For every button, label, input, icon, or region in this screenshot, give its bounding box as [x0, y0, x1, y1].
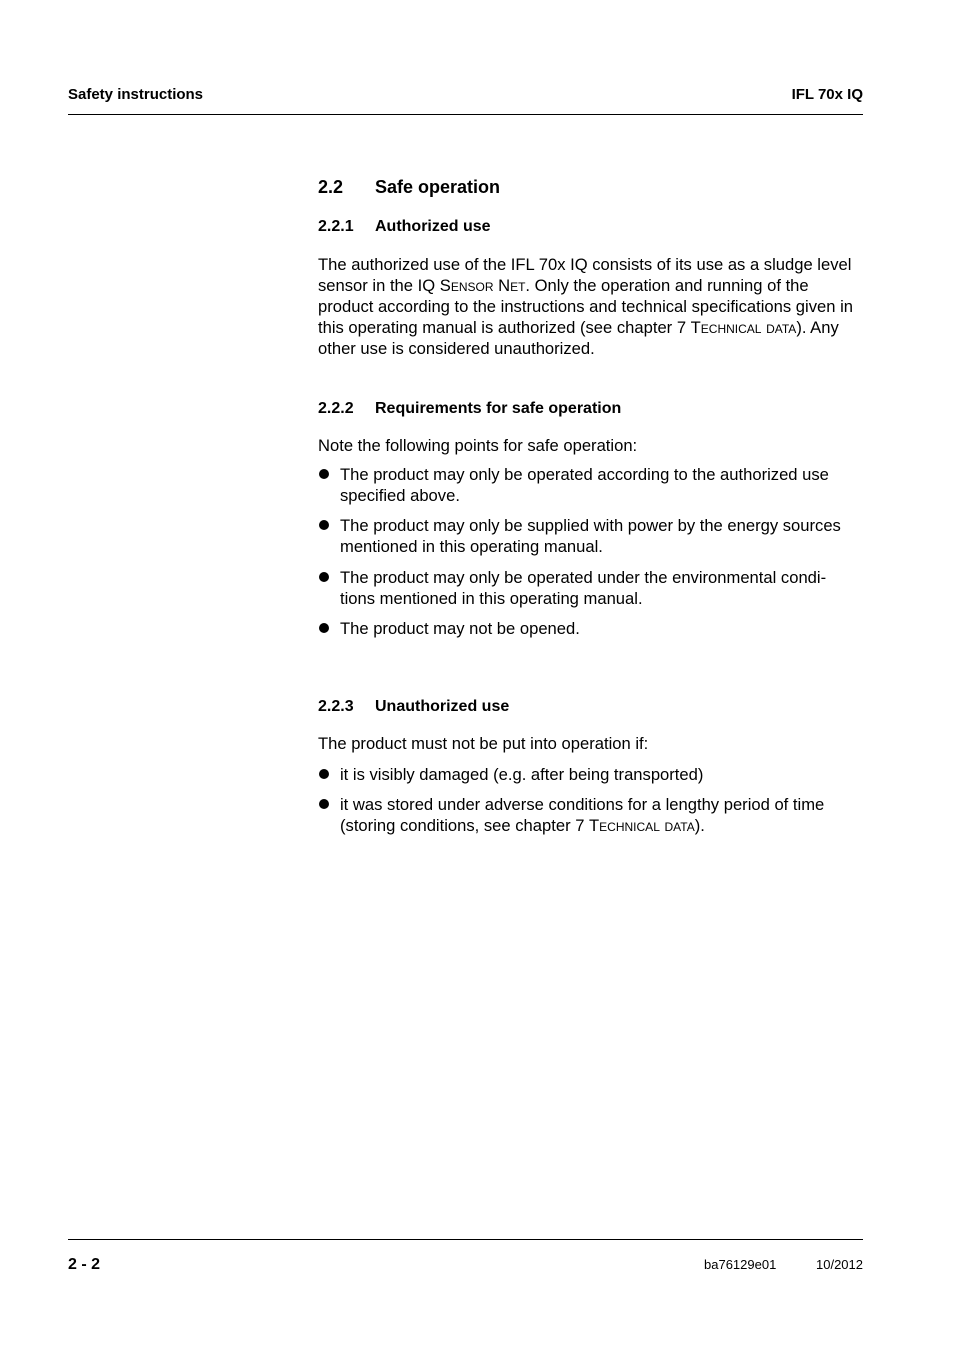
section-heading [318, 177, 500, 198]
list-item: The product may only be operated under the environmental condi- tions mentioned in this operating manual. [318, 567, 863, 609]
subsection-heading-requirements: 2.2.2 Requirements for safe operation [318, 400, 622, 417]
bullet-icon [319, 469, 329, 479]
bullet-icon [319, 520, 329, 530]
bullet-icon [319, 769, 329, 779]
bullet-icon [319, 799, 329, 809]
requirements-intro: Note the following points for safe operation: [318, 436, 638, 455]
section-title: Safe operation [375, 177, 501, 197]
list-item: it is visibly damaged (e.g. after being transported) [318, 764, 863, 785]
unauthorized-intro: The product must not be put into operation if: [318, 734, 649, 753]
page-number: 2 - 2 [68, 1256, 101, 1273]
requirements-list [318, 464, 863, 639]
subsection-heading-authorized-use: 2.2.1 Authorized use [318, 218, 491, 235]
subsection-heading-unauthorized-use: 2.2.3 Unauthorized use [318, 698, 510, 715]
list-item: The product may not be opened. [318, 618, 863, 639]
bullet-icon [319, 572, 329, 582]
unauthorized-list [318, 764, 863, 836]
list-item: The product may only be operated according to the authorized use specified above. [318, 464, 863, 506]
document-id: ba76129e01 [704, 1257, 777, 1272]
header-rule [68, 114, 863, 115]
header-product-name: IFL 70x IQ [791, 86, 863, 103]
header-section-title: Safety instructions [68, 86, 204, 103]
bullet-icon [319, 623, 329, 633]
authorized-use-paragraph: The authorized use of the IFL 70x IQ consists of its use as a sludge level sensor in the IQ Sensor Net. Only the operation and running of the product according to the instructions and technical specifications given in this operating manual is authorized (see chapter 7 Technical data). Any other use is considered unauthorized. [318, 255, 853, 358]
list-item: The product may only be supplied with power by the energy sources mentioned in this operating manual. [318, 515, 863, 557]
section-number: 2.2 [318, 177, 344, 197]
document-date: 10/2012 [816, 1257, 863, 1272]
list-item: it was stored under adverse conditions for a lengthy period of time (storing conditions, see chapter 7 Technical data). [318, 794, 863, 836]
footer-rule [68, 1239, 863, 1240]
